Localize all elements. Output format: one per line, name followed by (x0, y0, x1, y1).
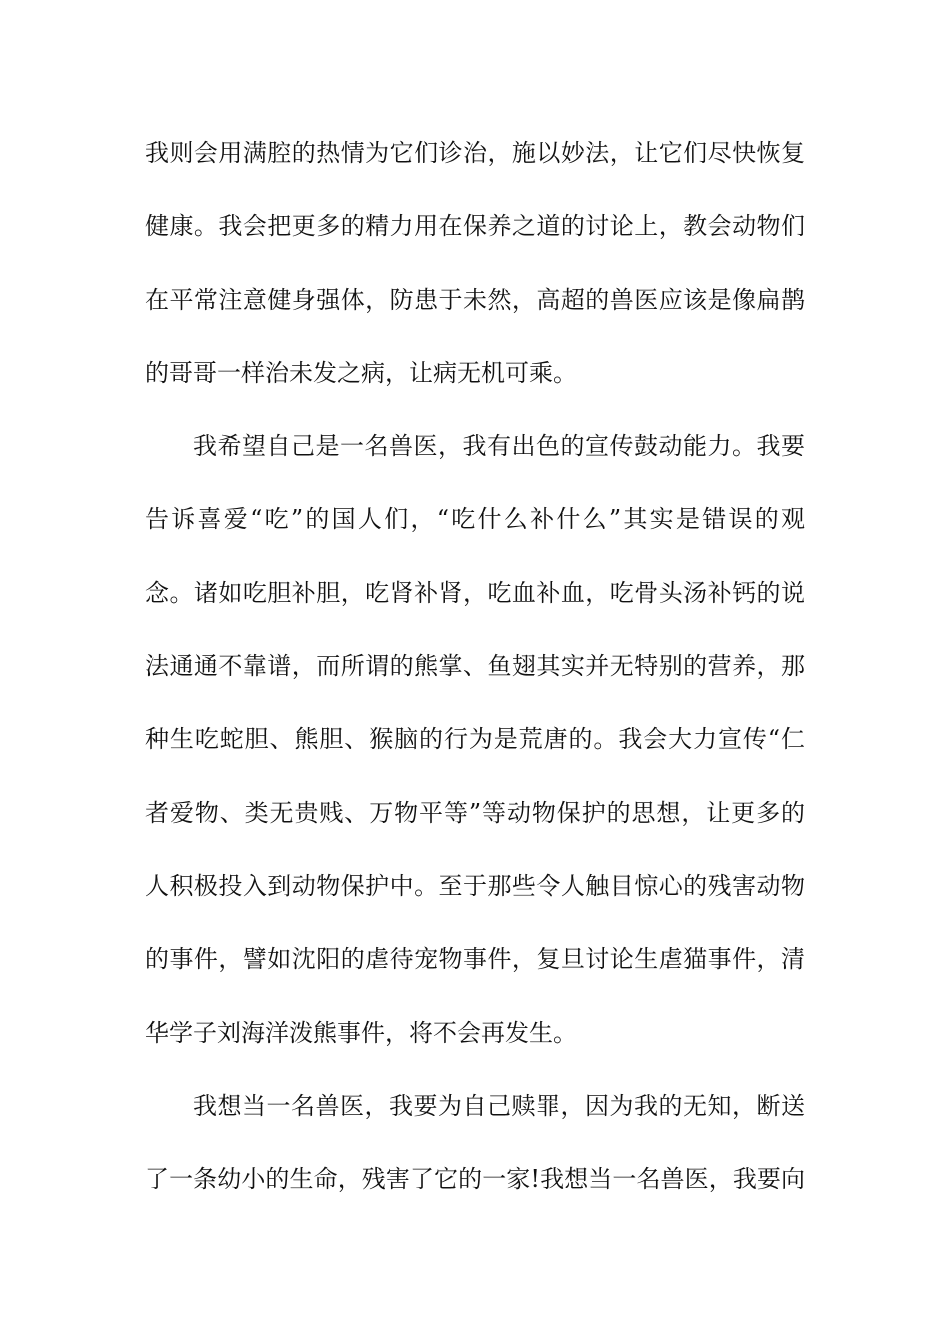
text-line: 的事件，譬如沈阳的虐待宠物事件，复旦讨论生虐猫事件，清 (145, 945, 805, 974)
text-line: 告诉喜爱“吃”的国人们，“吃什么补什么”其实是错误的观 (145, 505, 805, 534)
text-line: 的哥哥一样治未发之病，让病无机可乘。 (145, 358, 577, 387)
text-line: 我则会用满腔的热情为它们诊治，施以妙法，让它们尽快恢复 (145, 139, 805, 167)
text-line: 我想当一名兽医，我要为自己赎罪，因为我的无知，断送 (193, 1091, 805, 1120)
text-line: 者爱物、类无贵贱、万物平等”等动物保护的思想，让更多的 (145, 798, 805, 827)
paragraph-1 (145, 128, 805, 421)
paragraph-2 (145, 421, 805, 1081)
text-line: 了一条幼小的生命，残害了它的一家!我想当一名兽医，我要向 (145, 1165, 805, 1194)
paragraph-3 (145, 1081, 805, 1228)
text-line: 健康。我会把更多的精力用在保养之道的讨论上，教会动物们 (145, 212, 805, 241)
text-line: 我希望自己是一名兽医，我有出色的宣传鼓动能力。我要 (193, 432, 805, 461)
text-line: 在平常注意健身强体，防患于未然，高超的兽医应该是像扁鹊 (145, 285, 805, 314)
text-line: 法通通不靠谱，而所谓的熊掌、鱼翅其实并无特别的营养，那 (145, 652, 805, 681)
text-line: 种生吃蛇胆、熊胆、猴脑的行为是荒唐的。我会大力宣传“仁 (145, 725, 805, 754)
document-body (145, 128, 805, 1227)
text-line: 人积极投入到动物保护中。至于那些令人触目惊心的残害动物 (145, 871, 805, 900)
text-line: 念。诸如吃胆补胆，吃肾补肾，吃血补血，吃骨头汤补钙的说 (145, 578, 805, 607)
text-line: 华学子刘海洋泼熊事件，将不会再发生。 (145, 1018, 577, 1047)
